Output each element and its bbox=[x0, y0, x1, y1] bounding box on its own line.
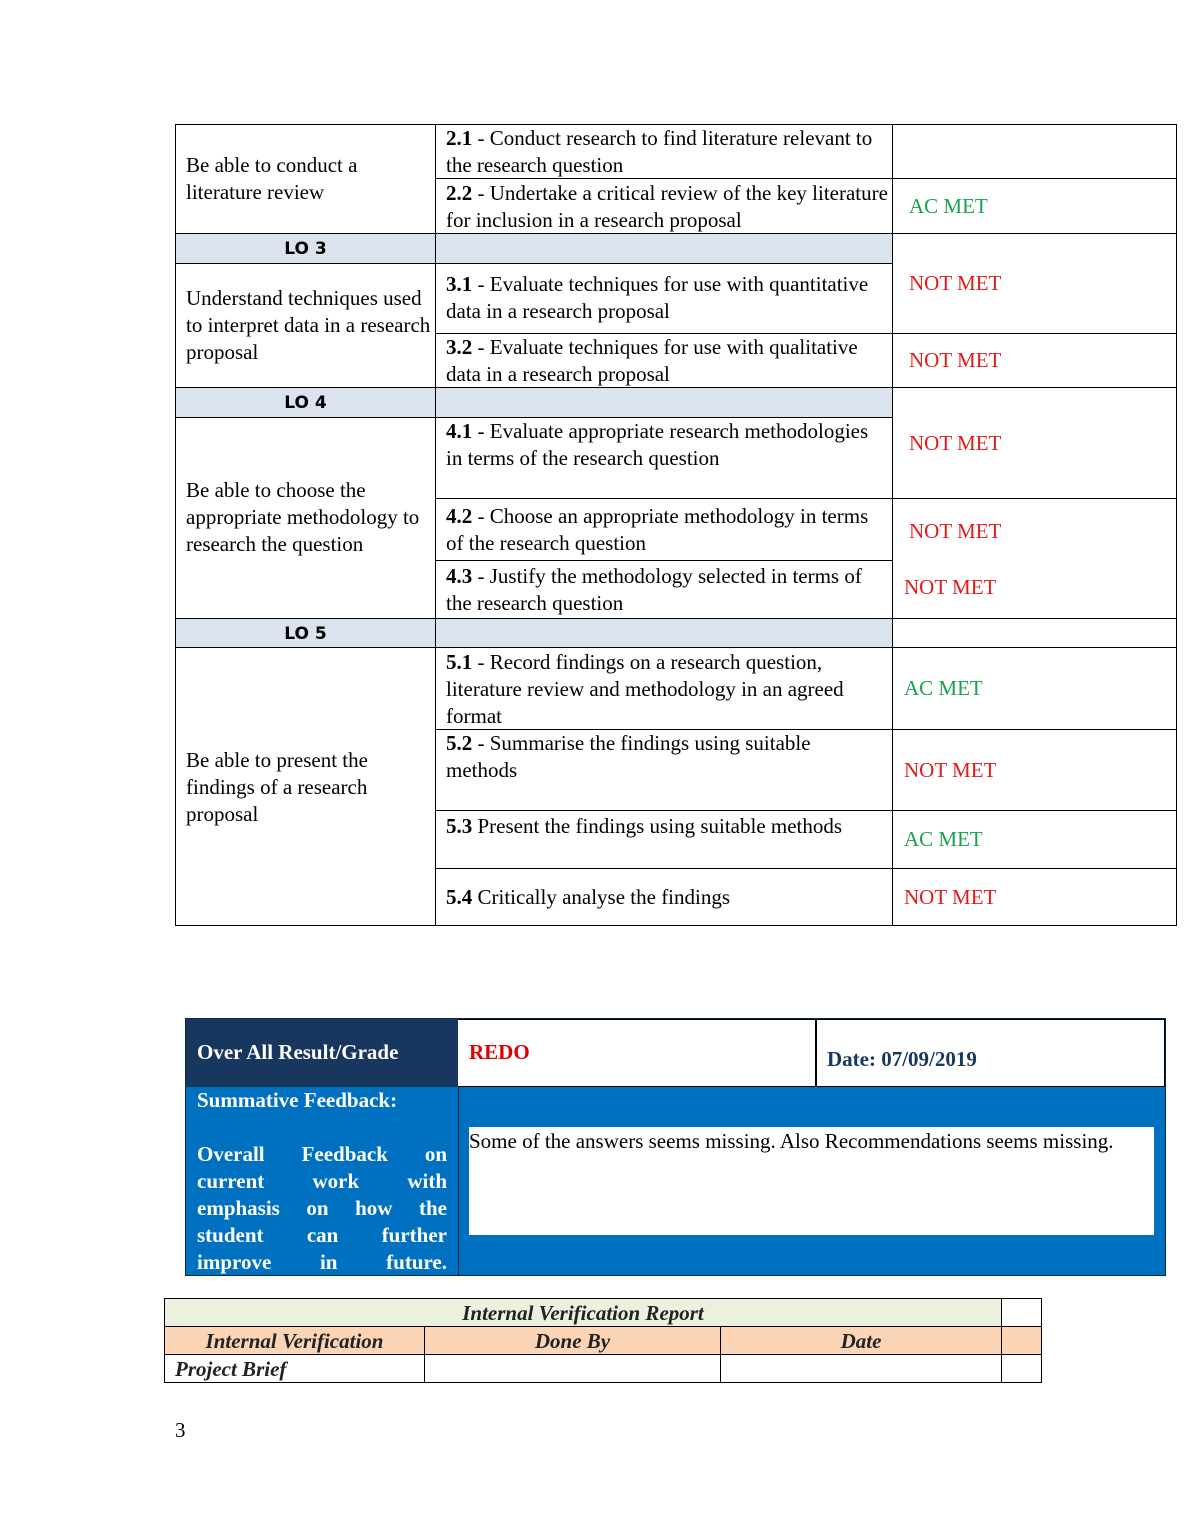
lo-header-shade bbox=[436, 388, 892, 417]
summative-feedback-title: Summative Feedback: bbox=[197, 1088, 398, 1112]
result-status: NOT MET bbox=[909, 271, 1002, 295]
criterion: 5.1 - Record findings on a research question, literature review and methodology in an agreed format bbox=[446, 650, 844, 728]
criterion-text: Justify the methodology selected in terms of the research question bbox=[446, 564, 862, 615]
criterion-text: Conduct research to find literature relevant to the research question bbox=[446, 126, 873, 177]
iv-row-label: Project Brief bbox=[175, 1357, 287, 1381]
result-status: AC MET bbox=[909, 194, 988, 218]
lo-header-shade bbox=[436, 619, 892, 647]
result-status: NOT MET bbox=[904, 575, 997, 599]
result-status: NOT MET bbox=[904, 885, 997, 909]
criterion: 2.1 - Conduct research to find literature relevant to the research question bbox=[446, 126, 873, 177]
criterion: 3.1 - Evaluate techniques for use with quantitative data in a research proposal bbox=[446, 272, 869, 323]
iv-header-extra bbox=[1002, 1327, 1041, 1354]
criterion-number: 5.3 bbox=[446, 814, 473, 838]
criterion-number: 4.3 bbox=[446, 564, 473, 588]
criterion-text: Record findings on a research question, literature review and methodology in an agreed format bbox=[446, 650, 844, 728]
criterion: 3.2 - Evaluate techniques for use with qualitative data in a research proposal bbox=[446, 335, 858, 386]
criterion-text: Undertake a critical review of the key literature for inclusion in a research proposal bbox=[446, 181, 888, 232]
page-number: 3 bbox=[175, 1418, 186, 1442]
criterion: 5.2 - Summarise the findings using suitable methods bbox=[446, 731, 811, 782]
criterion-number: 2.1 bbox=[446, 126, 473, 150]
result-status: NOT MET bbox=[904, 758, 997, 782]
criterion-text: Critically analyse the findings bbox=[477, 885, 731, 909]
criterion: 4.1 - Evaluate appropriate research methodologies in terms of the research question bbox=[446, 419, 869, 470]
lo-header: LO 5 bbox=[284, 624, 327, 644]
result-status: NOT MET bbox=[909, 431, 1002, 455]
result-status: AC MET bbox=[904, 676, 983, 700]
criterion bbox=[446, 813, 886, 840]
criterion-text: Present the findings using suitable methods bbox=[477, 814, 843, 838]
criterion bbox=[446, 884, 886, 911]
result-status: NOT MET bbox=[909, 348, 1002, 372]
criterion: 4.2 - Choose an appropriate methodology in terms of the research question bbox=[446, 504, 869, 555]
lo-header: LO 4 bbox=[284, 393, 327, 413]
grade-value: REDO bbox=[469, 1040, 530, 1064]
criterion-number: 4.1 bbox=[446, 419, 473, 443]
lo-header: LO 3 bbox=[284, 239, 327, 259]
iv-header-done-by: Done By bbox=[534, 1329, 611, 1353]
criterion-number: 5.1 bbox=[446, 650, 473, 674]
summative-feedback-prompt: Overall Feedback on current work with emphasis on how the student can further improve in future. bbox=[197, 1142, 447, 1274]
result-status: AC MET bbox=[904, 827, 983, 851]
lo-header-shade bbox=[436, 234, 892, 263]
lo-description: Be able to present the findings of a research proposal bbox=[186, 748, 368, 826]
criterion-text: Choose an appropriate methodology in terms of the research question bbox=[446, 504, 869, 555]
criterion-text: Summarise the findings using suitable methods bbox=[446, 731, 811, 782]
criterion-text: Evaluate techniques for use with qualitative data in a research proposal bbox=[446, 335, 858, 386]
result-date: Date: 07/09/2019 bbox=[827, 1047, 977, 1071]
criterion-number: 2.2 bbox=[446, 181, 473, 205]
iv-header-verification: Internal Verification bbox=[205, 1329, 384, 1353]
overall-result-label: Over All Result/Grade bbox=[197, 1040, 399, 1064]
criterion-number: 4.2 bbox=[446, 504, 473, 528]
criterion-text: Evaluate techniques for use with quantitative data in a research proposal bbox=[446, 272, 869, 323]
criterion-number: 5.4 bbox=[446, 885, 473, 909]
feedback-text: Some of the answers seems missing. Also Recommendations seems missing. bbox=[469, 1129, 1114, 1153]
iv-title: Internal Verification Report bbox=[462, 1301, 704, 1325]
criterion: 2.2 - Undertake a critical review of the key literature for inclusion in a research proposal bbox=[446, 181, 888, 232]
criterion-number: 5.2 bbox=[446, 731, 473, 755]
iv-header-date: Date bbox=[840, 1329, 882, 1353]
lo-description: Understand techniques used to interpret data in a research proposal bbox=[186, 286, 431, 364]
criterion-number: 3.1 bbox=[446, 272, 473, 296]
criterion-text: Evaluate appropriate research methodologies in terms of the research question bbox=[446, 419, 869, 470]
criterion-number: 3.2 bbox=[446, 335, 473, 359]
lo-description: Be able to conduct a literature review bbox=[186, 153, 358, 204]
result-status: NOT MET bbox=[909, 519, 1002, 543]
lo-description: Be able to choose the appropriate methodology to research the question bbox=[186, 478, 420, 556]
criterion: 4.3 - Justify the methodology selected in terms of the research question bbox=[446, 564, 862, 615]
